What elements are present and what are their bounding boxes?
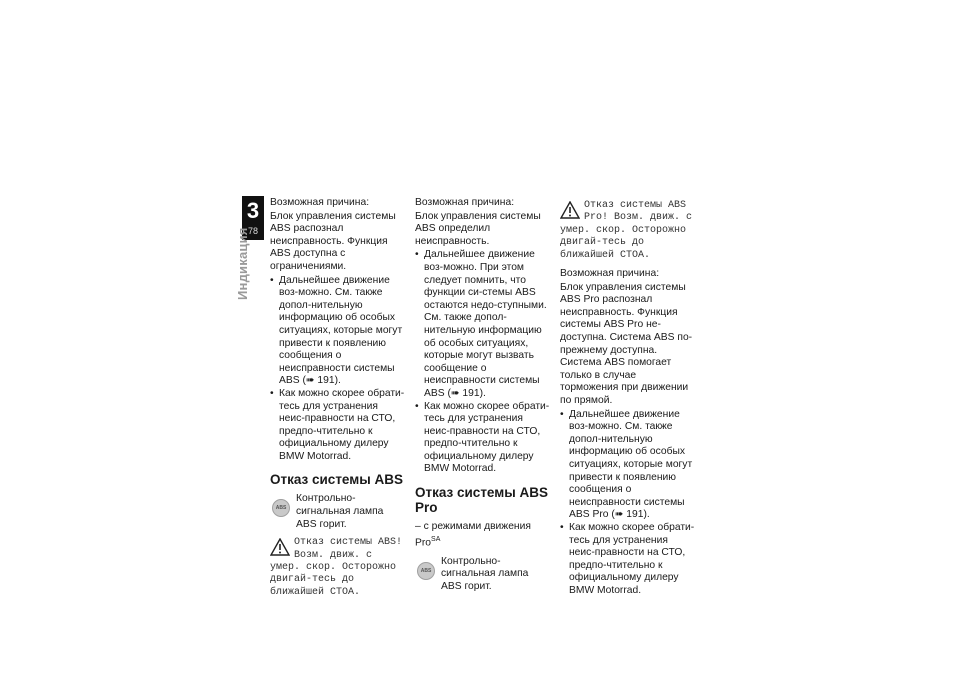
section-heading: Отказ системы ABS (270, 472, 404, 488)
column-3 (560, 200, 695, 597)
list-item: • Как можно скорее обрати-тесь для устранения неис-правности на СТО, предпо-чтительно к официальному дилеру BMW Motorrad. (415, 401, 550, 477)
lamp-text: Контрольно-сигнальная лампа ABS горит. (296, 493, 384, 530)
list-item: • Дальнейшее движение воз-можно. При этом следует помнить, что функции си-стемы ABS остаются недо-ступными. См. также допол-нительную информацию об особых ситуациях, которые могут вызвать сообщение о неисправности системы ABS (➠ 191). (415, 249, 550, 400)
bullet-list (560, 409, 695, 598)
warning-message: Отказ системы ABS Pro! Возм. движ. с умер. скор. Осторожно двигай-тесь до ближайшей СТОА. (560, 200, 693, 261)
abs-warning-lamp-icon: ABS (272, 499, 290, 517)
subline: – с режимами движения Pro$^{SA}$ (415, 521, 531, 549)
cause-label: Возможная причина: (560, 268, 660, 280)
lamp-row (270, 493, 405, 531)
bullet-list (415, 249, 550, 476)
column-2 (415, 197, 550, 599)
list-item: • Как можно скорее обрати-тесь для устранения неис-правности на СТО, предпо-чтительно к официальному дилеру BMW Motorrad. (560, 522, 695, 598)
warning-message: Отказ системы ABS! Возм. движ. с умер. скор. Осторожно двигай-тесь до ближайшей СТОА. (270, 537, 403, 598)
column-1 (270, 197, 405, 605)
warning-triangle-icon (270, 538, 290, 556)
warning-triangle-icon (560, 201, 580, 219)
cause-text: Блок управления системы ABS определил неисправность. (415, 210, 541, 247)
bullet-list (270, 275, 405, 464)
lamp-row (415, 556, 550, 594)
chapter-title: Индикация (235, 227, 250, 300)
list-item: • Дальнейшее движение воз-можно. См. также допол-нительную информацию об особых ситуациях, которые могут привести к появлению сообщения о неисправности системы ABS (➠ 191). (270, 275, 405, 388)
cause-label: Возможная причина: (415, 197, 515, 208)
cause-label: Возможная причина: (270, 197, 370, 208)
page-number: 78 (247, 226, 258, 236)
lamp-text: Контрольно-сигнальная лампа ABS горит. (441, 555, 529, 592)
list-item: • Дальнейшее движение воз-можно. См. также допол-нительную информацию об особых ситуациях, которые могут привести к появлению сообщения о неисправности системы ABS Pro (➠ 191). (560, 409, 695, 522)
cause-text: Блок управления системы ABS Pro распознал неисправность. Функция системы ABS Pro не-доступна. Система ABS по-прежнему доступна. Система ABS помогает только в случае торможения при движении по прямой. (560, 281, 693, 406)
chapter-number: 3 (246, 198, 260, 223)
section-heading: Отказ системы ABS Pro (415, 485, 549, 516)
abs-warning-lamp-icon: ABS (417, 562, 435, 580)
cause-text: Блок управления системы ABS распознал неисправность. Функция ABS доступна с ограничениями. (270, 210, 396, 272)
list-item: • Как можно скорее обрати-тесь для устранения неис-правности на СТО, предпо-чтительно к официальному дилеру BMW Motorrad. (270, 388, 405, 464)
